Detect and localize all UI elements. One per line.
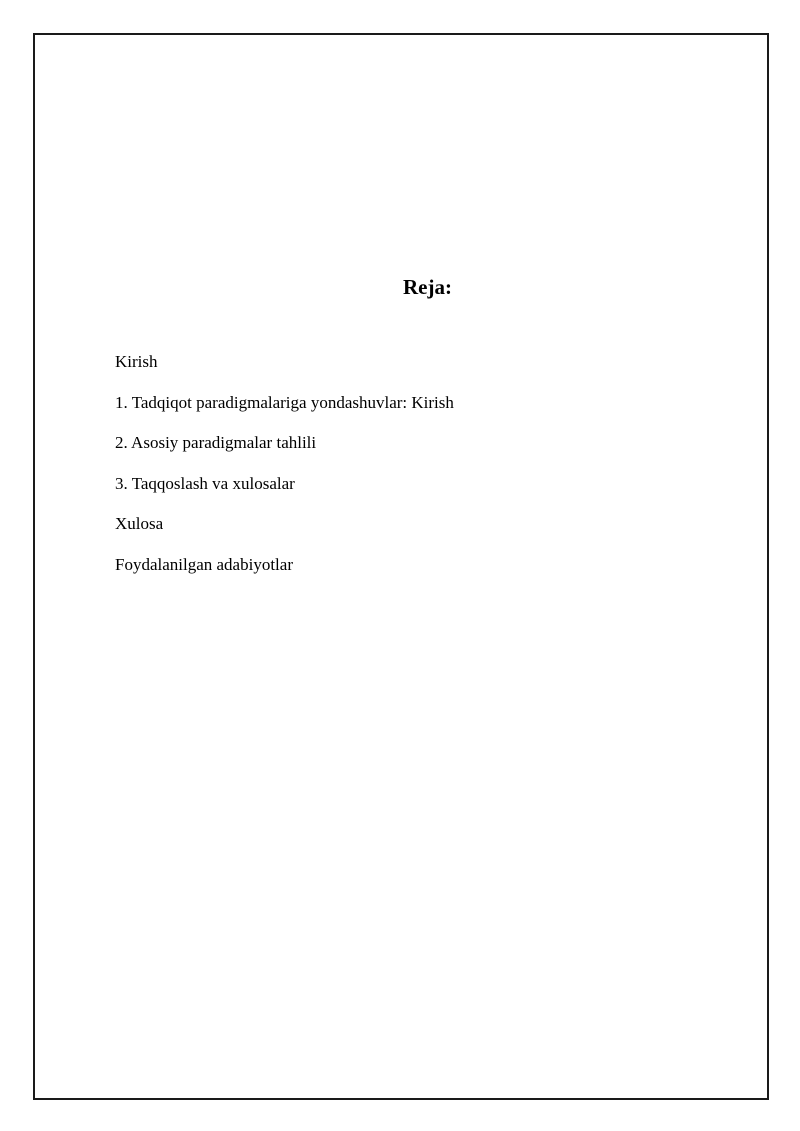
plan-item-conclusion: Xulosa [115, 514, 164, 533]
plan-list [115, 351, 454, 594]
plan-title: Reja: [403, 275, 452, 299]
plan-item-3: 3. Taqqoslash va xulosalar [115, 473, 295, 493]
plan-item-1: 1. Tadqiqot paradigmalariga yondashuvlar: Kirish [115, 392, 454, 412]
plan-item-2: 2. Asosiy paradigmalar tahlili [115, 433, 317, 452]
plan-item-introduction: Kirish [115, 352, 158, 371]
plan-item-references: Foydalanilgan adabiyotlar [115, 554, 293, 574]
